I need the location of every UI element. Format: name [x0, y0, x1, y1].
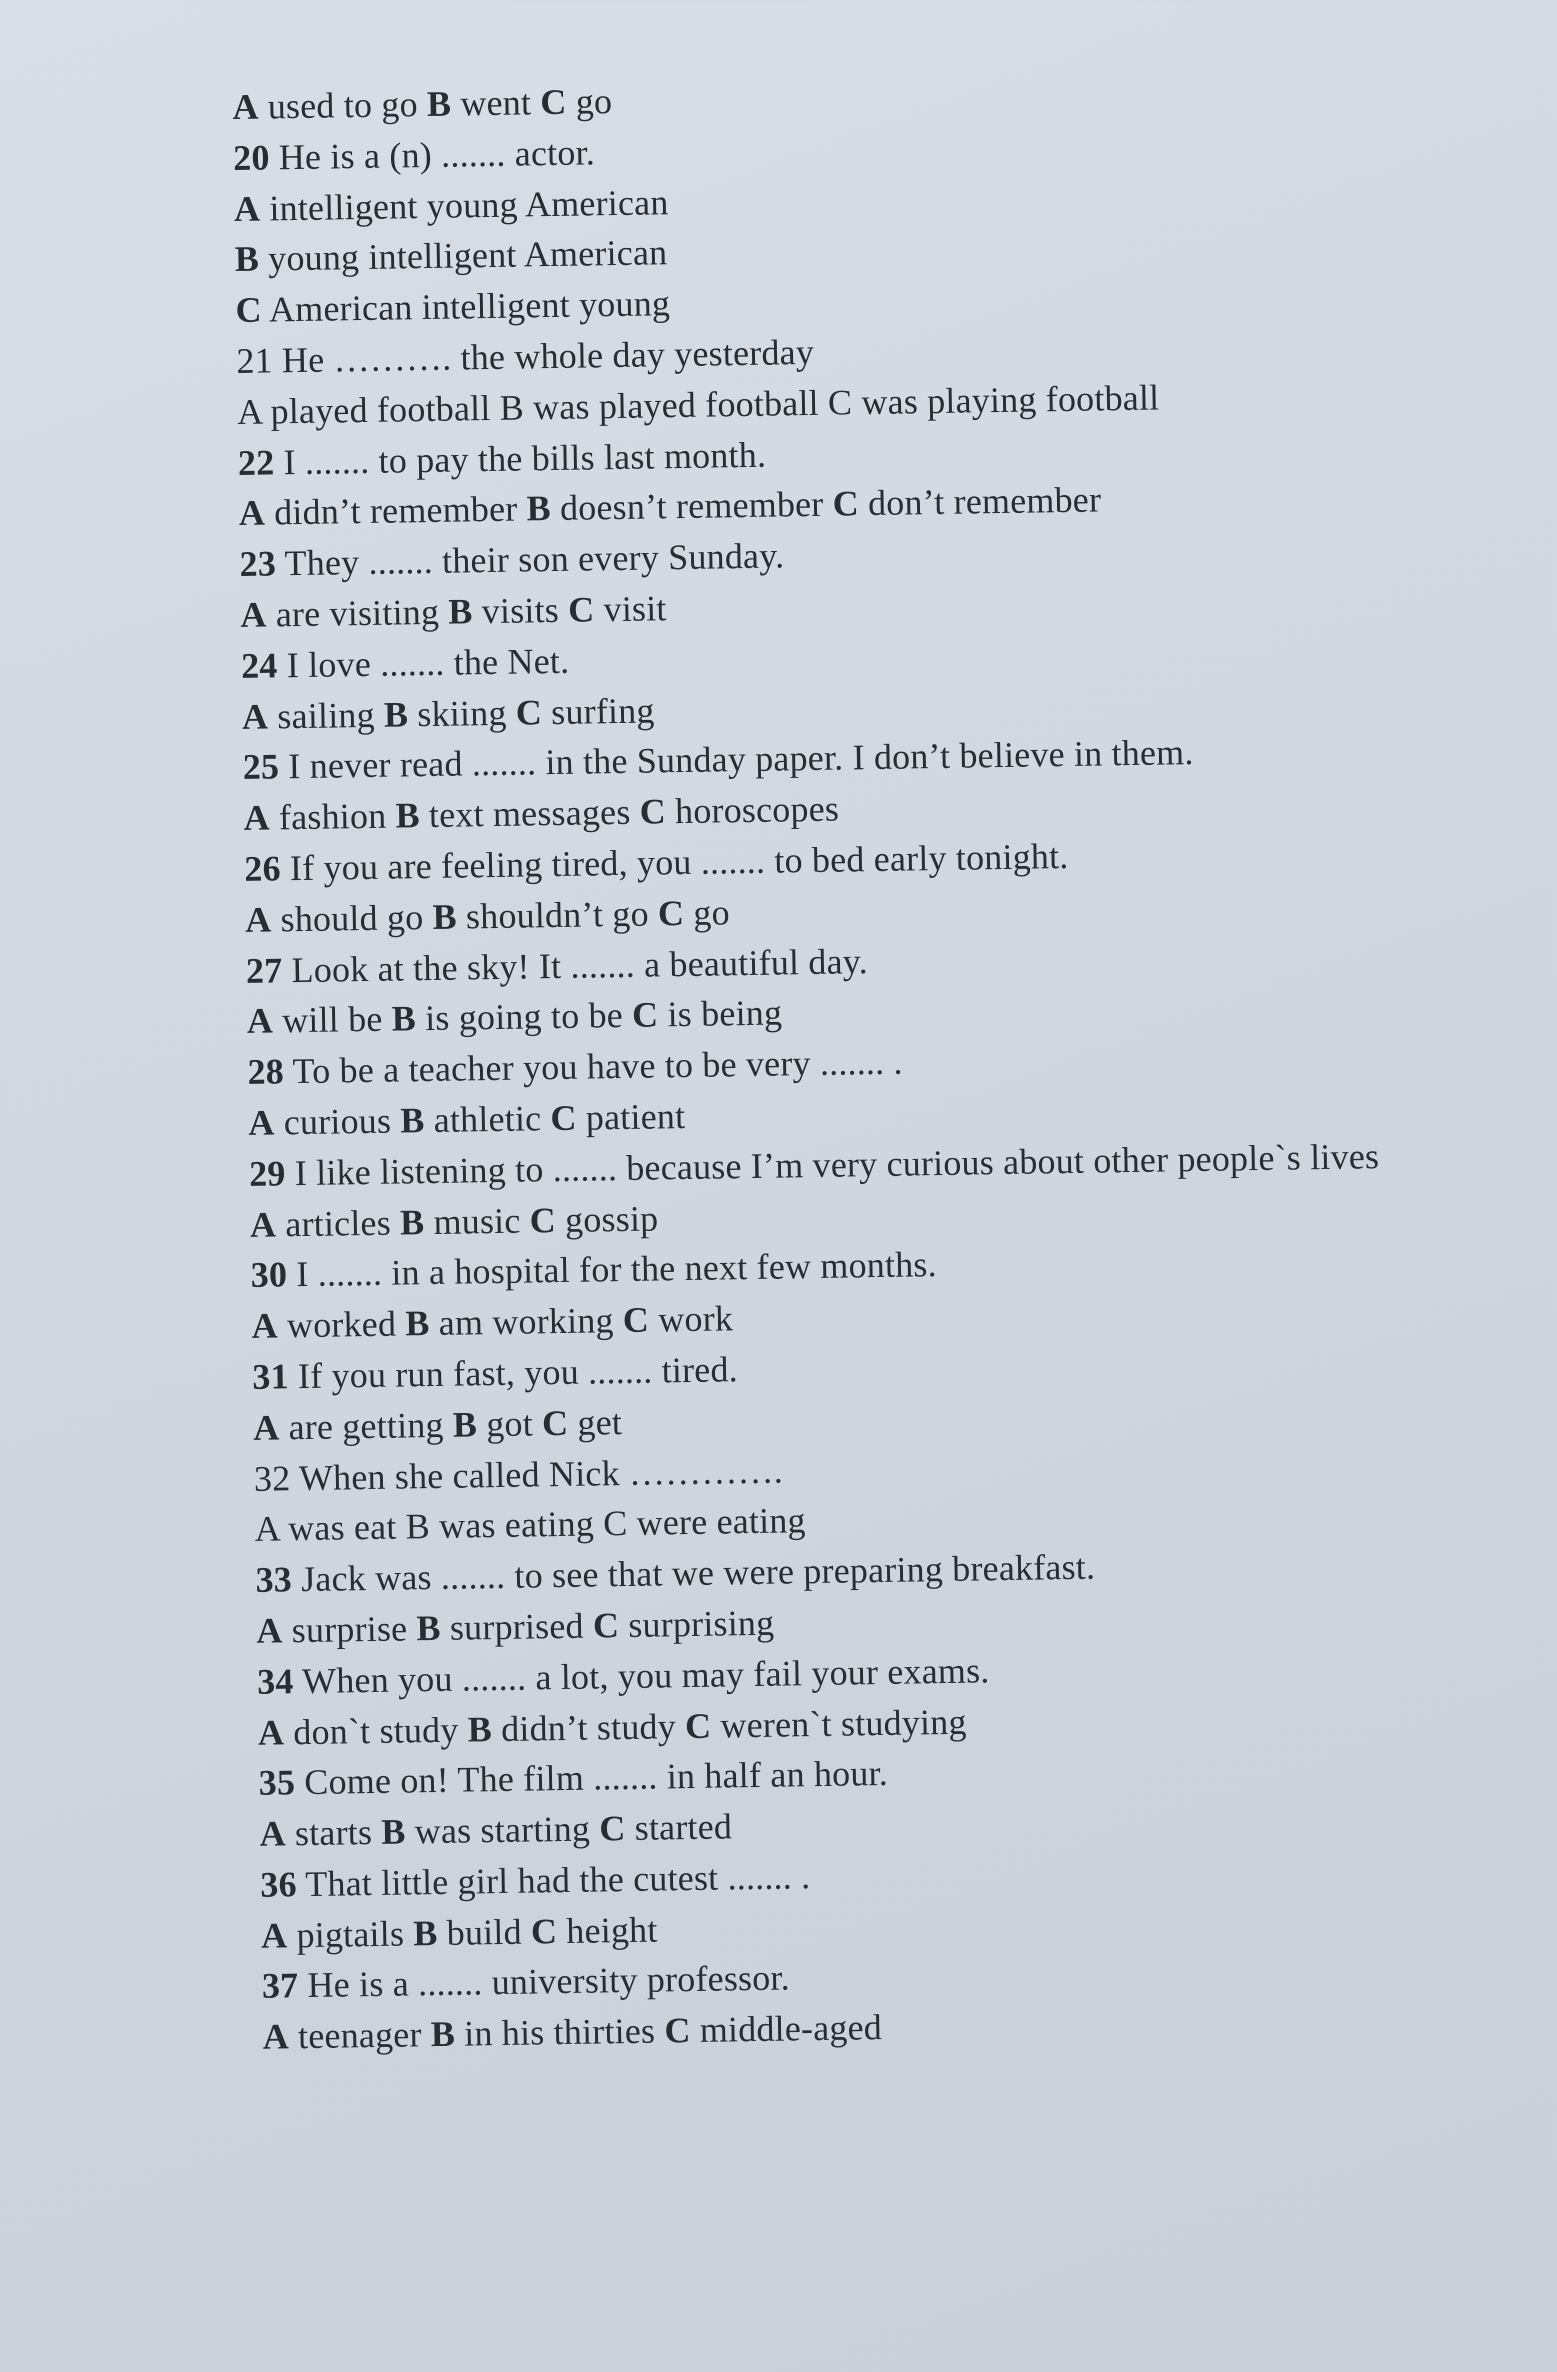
line-text: go — [566, 81, 613, 122]
item-marker: A — [238, 492, 266, 534]
line-text: are visiting — [266, 591, 449, 635]
line-text: don’t remember — [858, 479, 1102, 524]
item-marker: 29 — [248, 1153, 286, 1194]
item-marker: B — [383, 693, 409, 735]
line-text: horoscopes — [665, 788, 840, 832]
item-marker: B — [452, 1404, 478, 1445]
item-marker: A — [251, 1305, 279, 1346]
line-text: worked — [277, 1303, 406, 1346]
item-marker: A — [262, 2016, 290, 2058]
line-text: text messages — [419, 791, 640, 836]
line-text: He is a ....... university professor. — [298, 1957, 791, 2006]
line-text: surprised — [440, 1605, 594, 1648]
item-marker: B — [467, 1708, 493, 1749]
item-marker: B — [399, 1201, 425, 1243]
item-marker: C — [541, 1402, 569, 1444]
item-marker: 23 — [239, 543, 277, 585]
item-marker: C — [515, 691, 543, 733]
item-marker: B — [400, 1100, 425, 1141]
question-list — [232, 62, 1557, 2063]
line-text: 21 He ………. the whole day yesterday — [236, 331, 815, 381]
item-marker: B — [404, 1303, 430, 1344]
line-text: starts — [285, 1811, 382, 1854]
line-text: curious — [274, 1100, 401, 1143]
line-text: build — [437, 1911, 532, 1953]
line-text: I love ....... the Net. — [277, 640, 570, 686]
line-text: started — [625, 1806, 733, 1849]
item-marker: B — [426, 83, 452, 124]
line-text: American intelligent young — [261, 283, 671, 330]
item-marker: A — [240, 594, 267, 635]
line-text: surprising — [618, 1602, 775, 1646]
line-text: If you run fast, you ....... tired. — [288, 1349, 739, 1397]
item-marker: C — [550, 1097, 577, 1139]
item-marker: 27 — [245, 949, 283, 991]
item-marker: B — [526, 488, 552, 529]
line-text: is being — [658, 992, 783, 1035]
item-marker: A — [256, 1610, 283, 1651]
item-marker: C — [598, 1808, 626, 1849]
item-marker: C — [664, 2010, 691, 2051]
line-text: are getting — [279, 1404, 454, 1448]
line-text: Jack was ....... to see that we were preparing breakfast. — [291, 1546, 1096, 1600]
item-marker: 35 — [258, 1762, 296, 1804]
item-marker: B — [430, 2014, 456, 2055]
line-text: doesn’t remember — [550, 483, 833, 529]
item-marker: 25 — [242, 746, 280, 788]
line-text: music — [423, 1199, 531, 1242]
line-text: sailing — [267, 694, 385, 737]
line-text: fashion — [269, 795, 396, 838]
item-marker: C — [832, 483, 860, 524]
line-text: went — [450, 82, 541, 124]
item-marker: C — [631, 994, 659, 1036]
line-text: is going to be — [415, 995, 633, 1039]
line-text: don`t study — [283, 1709, 469, 1752]
item-marker: A — [232, 86, 259, 127]
item-marker: A — [244, 899, 272, 940]
item-marker: A — [233, 188, 261, 229]
line-text: They ....... their son every Sunday. — [275, 535, 785, 584]
item-marker: 24 — [240, 645, 278, 686]
item-marker: 37 — [261, 1965, 299, 2007]
item-marker: B — [395, 795, 421, 836]
line-text: didn’t remember — [264, 488, 527, 533]
item-marker: 33 — [255, 1559, 293, 1600]
line-text: go — [683, 892, 731, 933]
item-marker: 22 — [237, 441, 275, 483]
line-text: A played football B was played football C was playing football — [236, 377, 1160, 432]
line-text: surfing — [541, 690, 655, 732]
item-marker: B — [448, 591, 473, 632]
item-marker: C — [530, 1910, 558, 1952]
item-marker: C — [235, 289, 263, 331]
line-text: I ....... to pay the bills last month. — [274, 434, 767, 482]
item-marker: B — [432, 896, 458, 937]
line-text: visit — [594, 588, 667, 630]
item-marker: C — [684, 1705, 712, 1746]
item-marker: A — [243, 797, 271, 839]
item-marker: C — [540, 81, 567, 123]
item-marker: C — [567, 589, 595, 630]
line-text: articles — [275, 1202, 401, 1244]
line-text: He is a (n) ....... actor. — [269, 132, 596, 178]
item-marker: C — [639, 791, 667, 832]
item-marker: 36 — [260, 1864, 298, 1905]
item-marker: 28 — [247, 1051, 285, 1093]
line-text: used to go — [258, 83, 428, 127]
item-marker: 30 — [250, 1254, 288, 1296]
line-text: weren`t studying — [710, 1701, 967, 1746]
line-text: A was eat B was eating C were eating — [254, 1500, 807, 1550]
line-text: visits — [472, 589, 569, 632]
line-text: in his thirties — [454, 2010, 665, 2055]
item-marker: B — [416, 1607, 442, 1649]
item-marker: 34 — [256, 1660, 294, 1702]
line-text: shouldn’t go — [456, 893, 659, 937]
line-text: intelligent young American — [259, 181, 669, 229]
item-marker: A — [259, 1813, 287, 1854]
line-text: To be a teacher you have to be very ....... . — [283, 1041, 903, 1092]
line-text: patient — [576, 1095, 686, 1138]
line-text: was starting — [405, 1808, 600, 1852]
line-text: am working — [429, 1300, 624, 1344]
item-marker: A — [252, 1407, 280, 1448]
line-text: That little girl had the cutest ....... . — [296, 1856, 811, 1905]
item-marker: C — [622, 1299, 650, 1341]
line-text: skiing — [407, 692, 517, 734]
item-marker: B — [412, 1912, 438, 1954]
item-marker: C — [592, 1605, 620, 1646]
item-marker: A — [246, 1000, 274, 1042]
item-marker: A — [249, 1203, 277, 1245]
item-marker: 26 — [244, 848, 282, 889]
line-text: surprise — [282, 1608, 417, 1651]
line-text: didn’t study — [491, 1705, 686, 1749]
item-marker: C — [657, 892, 685, 934]
item-marker: 20 — [232, 137, 270, 178]
item-marker: A — [241, 696, 269, 737]
line-text: height — [556, 1909, 658, 1951]
line-text: pigtails — [287, 1913, 414, 1956]
item-marker: C — [529, 1199, 557, 1240]
line-text: middle-aged — [690, 2007, 883, 2051]
line-text: Come on! The film ....... in half an hour. — [294, 1753, 889, 1803]
line-text: should go — [271, 896, 433, 940]
item-marker: B — [234, 238, 260, 280]
line-text: teenager — [288, 2014, 432, 2057]
item-marker: A — [260, 1915, 288, 1956]
line-text: I never read ....... in the Sunday paper. I don’t believe in them. — [278, 732, 1194, 787]
line-text: got — [476, 1403, 543, 1445]
item-marker: A — [257, 1711, 285, 1753]
line-text: Look at the sky! It ....... a beautiful day. — [282, 940, 869, 990]
line-text: I ....... in a hospital for the next few months. — [286, 1244, 938, 1295]
line-text: If you are feeling tired, you ....... to bed early tonight. — [280, 835, 1069, 889]
item-marker: 31 — [252, 1356, 290, 1397]
line-text: will be — [272, 998, 393, 1041]
line-text: 32 When she called Nick …………. — [253, 1450, 784, 1499]
line-text: When you ....... a lot, you may fail your exams. — [293, 1650, 990, 1701]
line-text: work — [648, 1298, 734, 1340]
line-text: get — [567, 1401, 623, 1443]
item-marker: B — [391, 998, 417, 1039]
line-text: athletic — [424, 1098, 551, 1141]
item-marker: B — [380, 1811, 406, 1852]
item-marker: A — [248, 1102, 275, 1143]
line-text: young intelligent American — [258, 232, 668, 279]
line-text: gossip — [555, 1197, 659, 1240]
line-text: I like listening to ....... because I’m very curious about other people`s lives — [285, 1135, 1380, 1194]
